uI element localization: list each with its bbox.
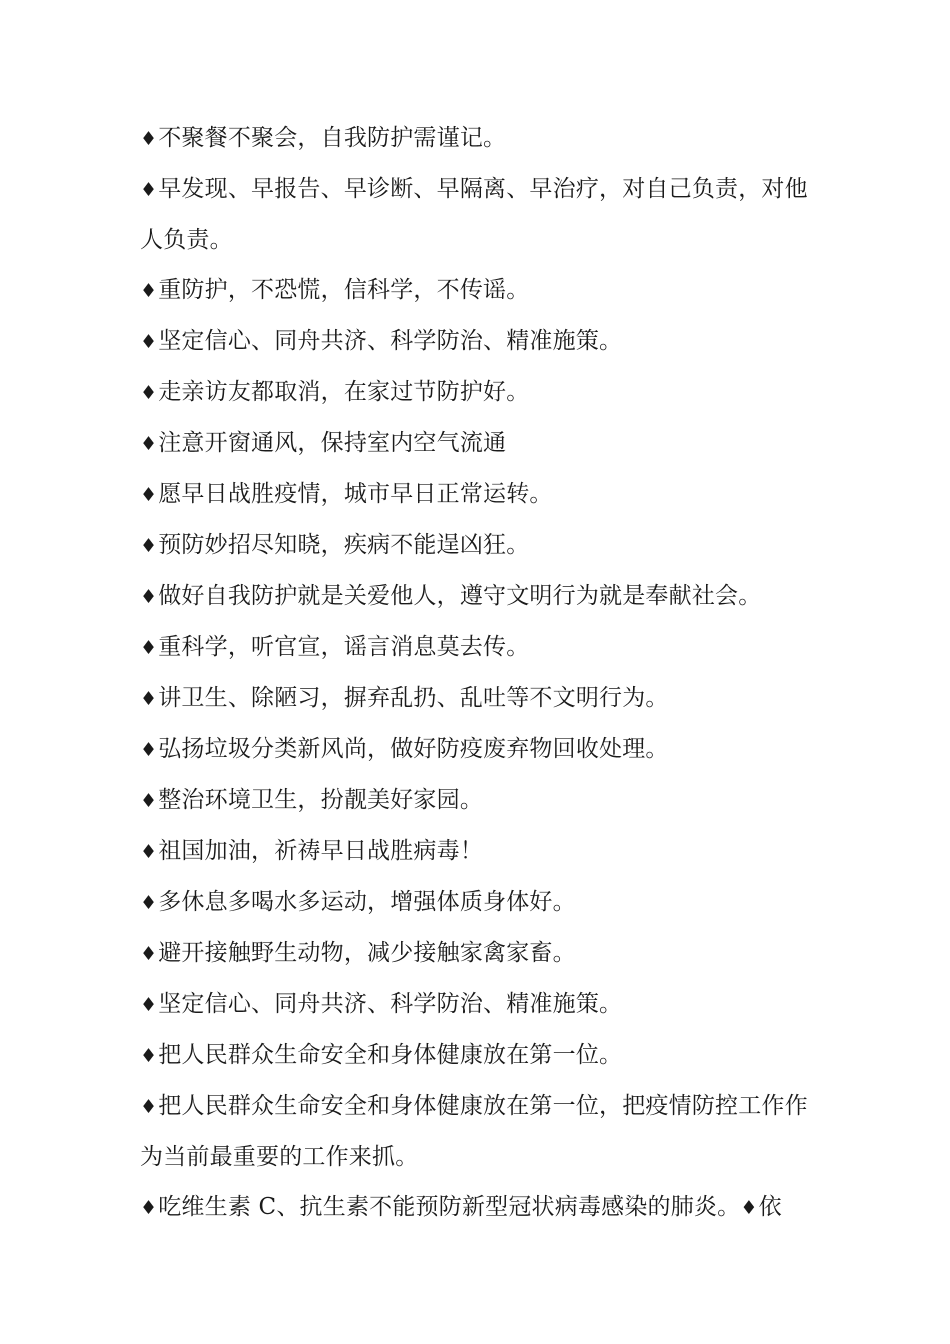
paragraph-text: 把人民群众生命安全和身体健康放在第一位，把疫情防控工作作为当前最重要的工作来抓。 <box>140 1093 808 1170</box>
paragraph-text: 早发现、早报告、早诊断、早隔离、早治疗，对自己负责，对他人负责。 <box>140 176 808 253</box>
diamond-bullet-icon: ♦ <box>140 943 158 965</box>
paragraph-text: 整治环境卫生，扮靓美好家园。 <box>158 787 484 813</box>
paragraph <box>140 979 820 1030</box>
paragraph <box>140 469 820 520</box>
paragraph <box>140 1030 820 1081</box>
diamond-bullet-icon: ♦ <box>140 892 158 914</box>
paragraph <box>140 418 820 469</box>
paragraph <box>140 673 820 724</box>
document-body <box>140 113 820 1233</box>
diamond-bullet-icon: ♦ <box>140 433 158 455</box>
paragraph-text: 注意开窗通风，保持室内空气流通 <box>158 430 507 456</box>
paragraph-text: 讲卫生、除陋习，摒弃乱扔、乱吐等不文明行为。 <box>158 685 669 711</box>
diamond-bullet-icon: ♦ <box>140 280 158 302</box>
diamond-bullet-icon: ♦ <box>140 790 158 812</box>
paragraph <box>140 1182 820 1233</box>
diamond-bullet-icon: ♦ <box>140 841 158 863</box>
diamond-bullet-icon: ♦ <box>140 739 158 761</box>
paragraph-text: 把人民群众生命安全和身体健康放在第一位。 <box>158 1042 623 1068</box>
paragraph-text: 走亲访友都取消，在家过节防护好。 <box>158 379 530 405</box>
paragraph-text: 坚定信心、同舟共济、科学防治、精准施策。 <box>158 328 623 354</box>
diamond-bullet-icon: ♦ <box>140 994 158 1016</box>
paragraph-text: 重科学，听官宣，谣言消息莫去传。 <box>158 634 530 660</box>
diamond-bullet-icon: ♦ <box>140 382 158 404</box>
paragraph-text: 愿早日战胜疫情，城市早日正常运转。 <box>158 481 553 507</box>
paragraph-text: 吃维生素 C、抗生素不能预防新型冠状病毒感染的肺炎。 <box>158 1194 741 1220</box>
paragraph <box>140 826 820 877</box>
paragraph <box>140 1081 820 1182</box>
paragraph <box>140 113 820 164</box>
diamond-bullet-icon: ♦ <box>140 1045 158 1067</box>
paragraph <box>140 775 820 826</box>
paragraph <box>140 164 820 265</box>
paragraph <box>140 367 820 418</box>
diamond-bullet-icon: ♦ <box>140 1096 158 1118</box>
diamond-bullet-icon: ♦ <box>740 1197 758 1219</box>
paragraph-text: 祖国加油，祈祷早日战胜病毒！ <box>158 838 484 864</box>
paragraph-text: 重防护，不恐慌，信科学，不传谣。 <box>158 277 530 303</box>
paragraph-text: 做好自我防护就是关爱他人，遵守文明行为就是奉献社会。 <box>158 583 762 609</box>
diamond-bullet-icon: ♦ <box>140 128 158 150</box>
paragraph-text: 避开接触野生动物，减少接触家禽家畜。 <box>158 940 576 966</box>
paragraph <box>140 622 820 673</box>
paragraph-text: 预防妙招尽知晓，疾病不能逞凶狂。 <box>158 532 530 558</box>
paragraph-text: 多休息多喝水多运动，增强体质身体好。 <box>158 889 576 915</box>
paragraph-text-continuation: 依 <box>758 1194 782 1220</box>
paragraph <box>140 520 820 571</box>
paragraph-text: 弘扬垃圾分类新风尚，做好防疫废弃物回收处理。 <box>158 736 669 762</box>
diamond-bullet-icon: ♦ <box>140 637 158 659</box>
diamond-bullet-icon: ♦ <box>140 331 158 353</box>
paragraph <box>140 316 820 367</box>
diamond-bullet-icon: ♦ <box>140 688 158 710</box>
paragraph <box>140 724 820 775</box>
paragraph <box>140 928 820 979</box>
paragraph <box>140 877 820 928</box>
paragraph <box>140 571 820 622</box>
paragraph-text: 不聚餐不聚会，自我防护需谨记。 <box>158 125 507 151</box>
diamond-bullet-icon: ♦ <box>140 586 158 608</box>
paragraph <box>140 265 820 316</box>
paragraph-text: 坚定信心、同舟共济、科学防治、精准施策。 <box>158 991 623 1017</box>
diamond-bullet-icon: ♦ <box>140 179 158 201</box>
diamond-bullet-icon: ♦ <box>140 535 158 557</box>
diamond-bullet-icon: ♦ <box>140 484 158 506</box>
diamond-bullet-icon: ♦ <box>140 1197 158 1219</box>
